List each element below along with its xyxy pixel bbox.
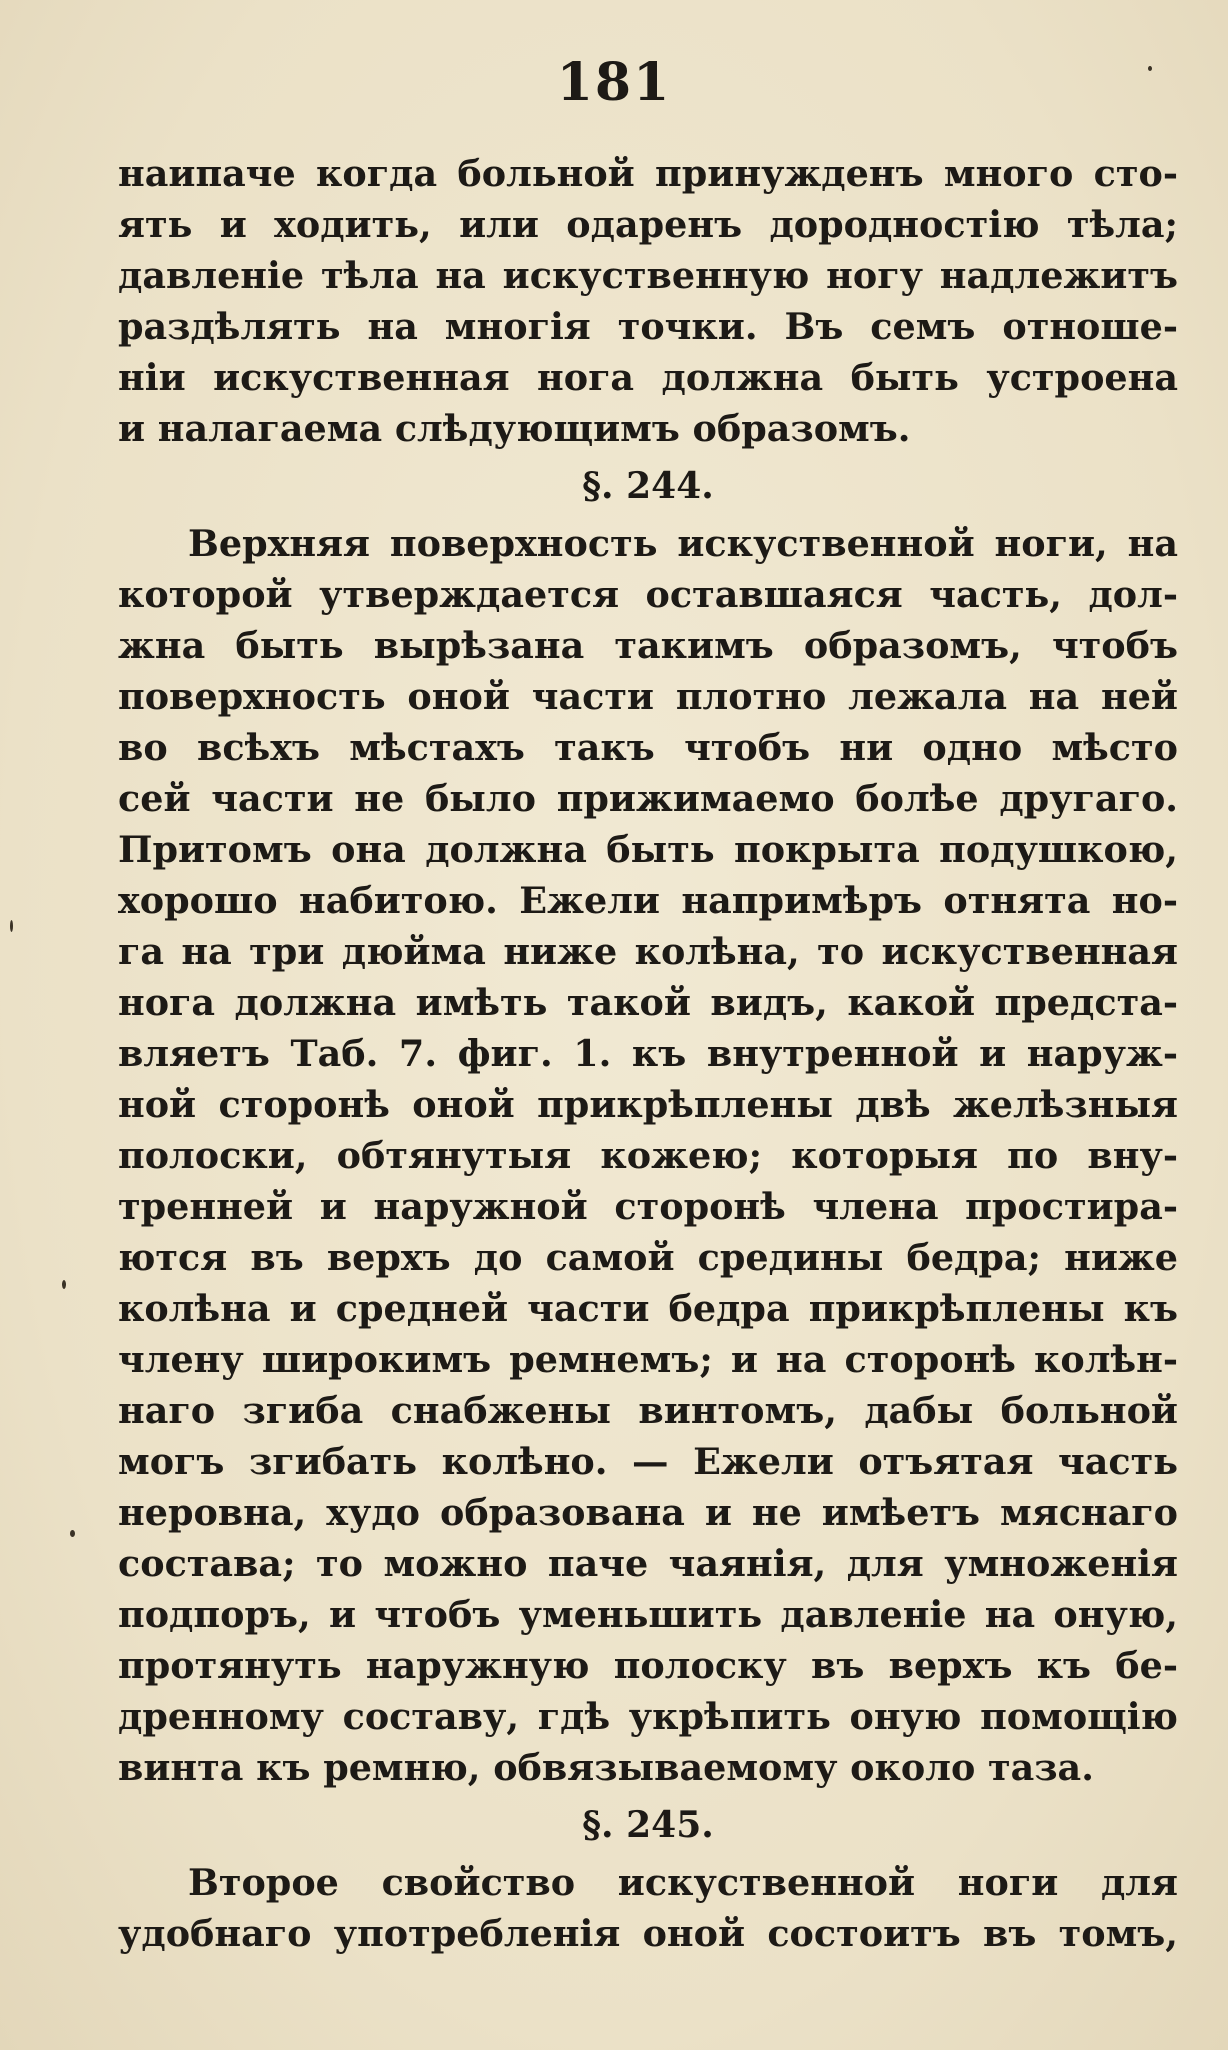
text-line: раздѣлять на многія точки. Въ семъ отноше- xyxy=(118,305,1178,348)
text-line: Верхняя поверхность искуственной ноги, на xyxy=(188,522,1178,565)
text-line: поверхность оной части плотно лежала на ней xyxy=(118,675,1178,718)
text-line: неровна, худо образована и не имѣетъ мяснаго xyxy=(118,1491,1178,1534)
section-heading-244: §. 244. xyxy=(582,465,714,507)
paper-speck xyxy=(62,1280,66,1289)
text-line: сей части не было прижимаемо болѣе другаго. xyxy=(118,777,1178,820)
text-line: винта къ ремню, обвязываемому около таза. xyxy=(118,1746,1094,1789)
text-line: дренному составу, гдѣ укрѣпить оную помощію xyxy=(118,1695,1178,1738)
text-line: нога должна имѣть такой видъ, какой предста- xyxy=(118,981,1178,1024)
text-line-with-figure-reference: вляетъ Таб. 7. фиг. 1. къ внутренной и наруж- xyxy=(118,1032,1178,1075)
text-line: ной сторонѣ оной прикрѣплены двѣ желѣзныя xyxy=(118,1083,1178,1126)
text-line: состава; то можно паче чаянія, для умноженія xyxy=(118,1542,1178,1585)
text-line: полоски, обтянутыя кожею; которыя по вну- xyxy=(118,1134,1178,1177)
text-line: удобнаго употребленія оной состоитъ въ томъ, xyxy=(118,1912,1178,1955)
text-line: Притомъ она должна быть покрыта подушкою, xyxy=(118,828,1178,871)
text-line: члену широкимъ ремнемъ; и на сторонѣ колѣн- xyxy=(118,1338,1178,1381)
text-line: могъ згибать колѣно. — Ежели отъятая часть xyxy=(118,1440,1178,1483)
paper-speck xyxy=(1148,66,1152,71)
text-line: наго згиба снабжены винтомъ, дабы больной xyxy=(118,1389,1178,1432)
text-line: подпоръ, и чтобъ уменьшить давленіе на оную, xyxy=(118,1593,1178,1636)
page-number: 181 xyxy=(556,52,672,113)
text-line: га на три дюйма ниже колѣна, то искуственная xyxy=(118,930,1178,973)
paper-speck xyxy=(70,1530,75,1537)
text-line: жна быть вырѣзана такимъ образомъ, чтобъ xyxy=(118,624,1178,667)
paper-speck xyxy=(10,920,13,932)
text-line: Второе свойство искуственной ноги для xyxy=(188,1861,1178,1904)
text-line: хорошо набитою. Ежели напримѣръ отнята но- xyxy=(118,879,1178,922)
text-line: во всѣхъ мѣстахъ такъ чтобъ ни одно мѣсто xyxy=(118,726,1178,769)
text-line: и налагаема слѣдующимъ образомъ. xyxy=(118,407,911,450)
text-line: колѣна и средней части бедра прикрѣплены къ xyxy=(118,1287,1178,1330)
text-line: ются въ верхъ до самой средины бедра; ниже xyxy=(118,1236,1178,1279)
text-line: которой утверждается оставшаяся часть, дол- xyxy=(118,573,1178,616)
text-line: давленіе тѣла на искуственную ногу надлежитъ xyxy=(118,254,1178,297)
text-line: ять и ходить, или одаренъ дородностію тѣла; xyxy=(118,203,1178,246)
text-line: протянуть наружную полоску въ верхъ къ бе- xyxy=(118,1644,1178,1687)
body-text xyxy=(118,148,1178,1959)
text-line: ніи искуственная нога должна быть устроена xyxy=(118,356,1178,399)
text-line: тренней и наружной сторонѣ члена простира- xyxy=(118,1185,1178,1228)
section-heading-245: §. 245. xyxy=(582,1804,714,1846)
text-line: наипаче когда больной принужденъ много сто- xyxy=(118,152,1178,195)
